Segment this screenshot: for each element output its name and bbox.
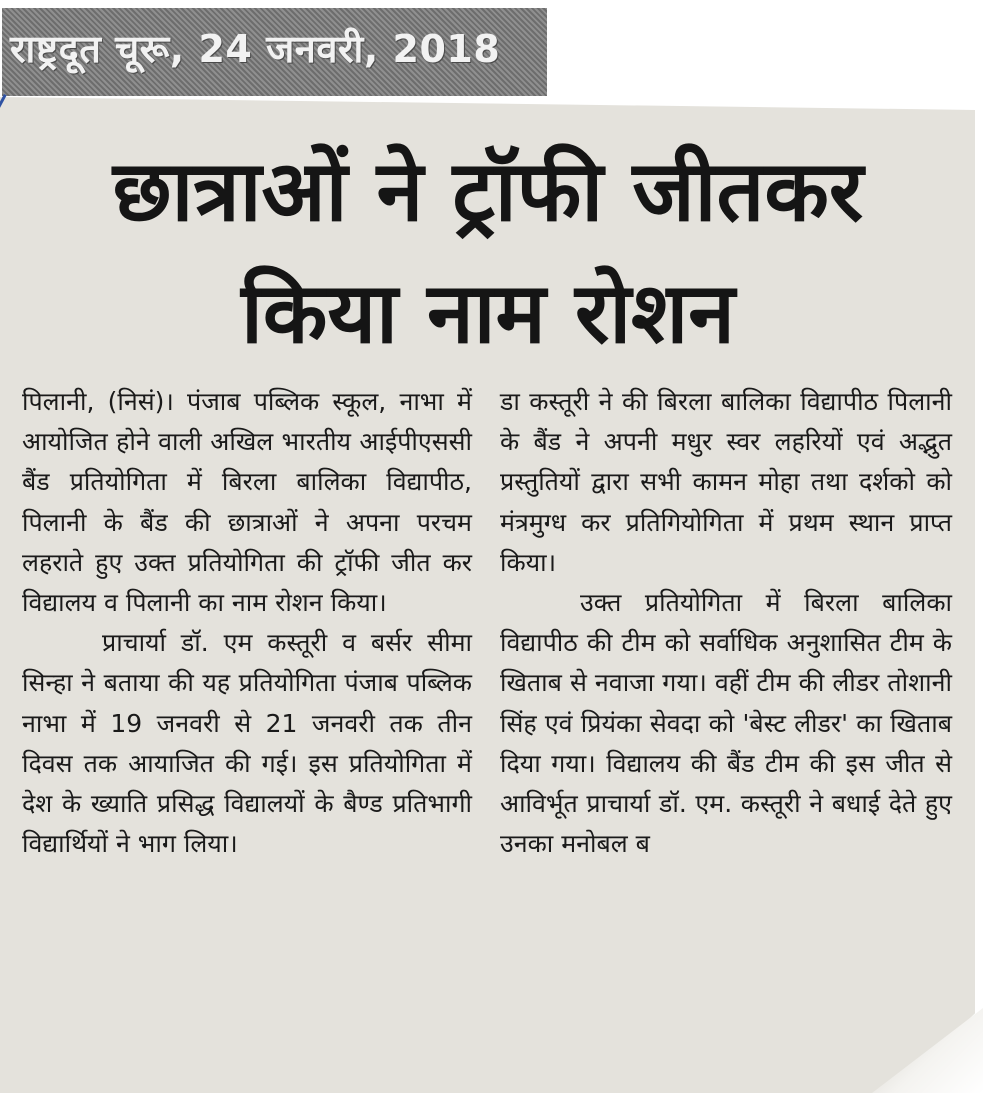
paragraph: प्राचार्या डॉ. एम कस्तूरी व बर्सर सीमा सिन्हा ने बताया की यह प्रतियोगिता पंजाब पब्लिक नाभा में 19 जनवरी से 21 जनवरी तक तीन दिवस तक आयाजित की गई। इस प्रतियोगिता में देश के ख्याति प्रसिद्ध विद्यालयों के बैण्ड प्रतिभागी विद्यार्थियों ने भाग लिया। — [22, 628, 472, 859]
paragraph: डा कस्तूरी ने की बिरला बालिका विद्यापीठ पिलानी के बैंड ने अपनी मधुर स्वर लहरियों एवं अद्भुत प्रस्तुतियों द्वारा सभी कामन मोहा तथा दर्शको को मंत्रमुग्ध कर प्रतिगियोगिता में प्रथम स्थान प्राप्त किया। — [500, 387, 952, 577]
masthead-text: राष्ट्रदूत चूरू, 24 जनवरी, 2018 — [10, 27, 501, 71]
headline-line-1: छात्राओं ने ट्रॉफी जीतकर — [112, 142, 864, 240]
article-column-right — [500, 382, 952, 864]
article-headline — [18, 130, 958, 374]
article-column-left — [22, 382, 472, 864]
newspaper-masthead — [2, 8, 547, 96]
paragraph: उक्त प्रतियोगिता में बिरला बालिका विद्यापीठ की टीम को सर्वाधिक अनुशासित टीम के खिताब से नवाजा गया। वहीं टीम की लीडर तोशानी सिंह एवं प्रियंका सेवदा को 'बेस्ट लीडर' का खिताब दिया गया। विद्यालय की बैंड टीम की इस जीत से आविर्भूत प्राचार्या डॉ. एम. कस्तूरी ने बधाई देते हुए उनका मनोबल ब — [500, 588, 952, 859]
paragraph: पिलानी, (निसं)। पंजाब पब्लिक स्कूल, नाभा में आयोजित होने वाली अखिल भारतीय आईपीएससी बैंड प्रतियोगिता में बिरला बालिका विद्यापीठ, पिलानी के बैंड की छात्राओं ने अपना परचम लहराते हुए उक्त प्रतियोगिता की ट्रॉफी जीत कर विद्यालय व पिलानी का नाम रोशन किया। — [22, 387, 472, 618]
headline-line-2: किया नाम रोशन — [241, 264, 735, 362]
